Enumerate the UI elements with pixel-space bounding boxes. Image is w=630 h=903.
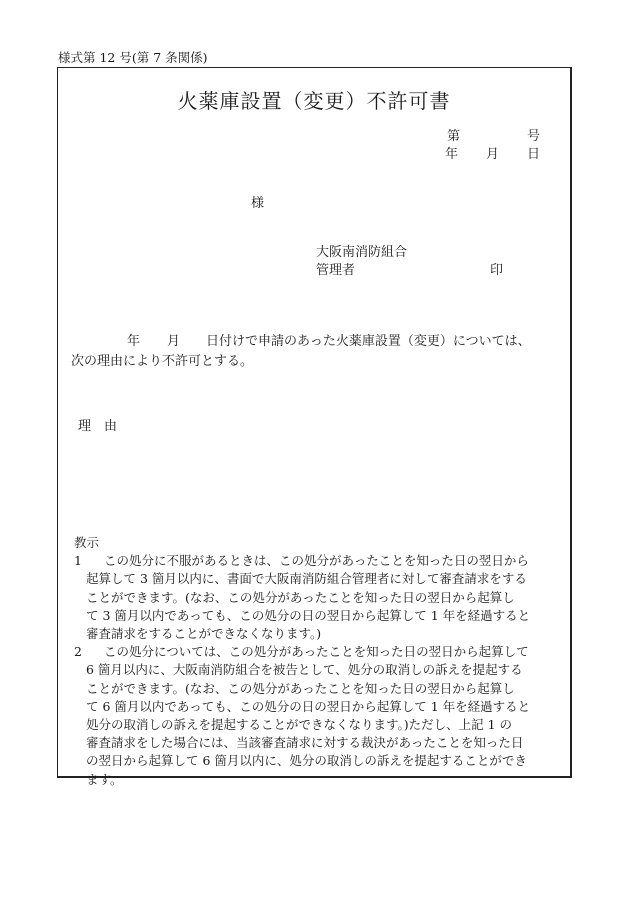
document-title: 火薬庫設置（変更）不許可書: [177, 89, 451, 113]
notice-item-1: [74, 552, 556, 643]
date-day-label: 日: [527, 147, 541, 162]
notice-item-line: 処分の取消しの訴えを提起することができなくなります。)ただし、上記 1 の: [86, 717, 513, 733]
issuer-seal-mark: 印: [490, 263, 504, 278]
notice-item-line: この処分に不服があるときは、この処分があったことを知った日の翌日から: [104, 553, 529, 569]
issuer-organization: 大阪南消防組合: [316, 245, 408, 260]
notice-item-line: この処分については、この処分があったことを知った日の翌日から起算して: [104, 644, 529, 660]
notice-item-line: ます。: [86, 771, 123, 787]
date-year-label: 年: [445, 147, 459, 162]
notice-item-number: 2: [74, 644, 82, 660]
form-number-label: 様式第 12 号(第 7 条関係): [58, 50, 208, 65]
notice-item-line: ことができます。(なお、この処分があったことを知った日の翌日から起算し: [86, 589, 515, 605]
notice-item-line: 起算して 3 箇月以内に、書面で大阪南消防組合管理者に対して審査請求をする: [86, 571, 527, 587]
notice-item-line: て 3 箇月以内であっても、この処分の日の翌日から起算して 1 年を経過すると: [86, 607, 531, 623]
notice-item-2: [74, 643, 556, 789]
notice-item-line: 審査請求をすることができなくなります。): [86, 626, 322, 642]
statement-month: 月: [167, 334, 181, 349]
statement-line1: 日付けで申請のあった火薬庫設置（変更）については、: [206, 334, 531, 349]
document-frame: [57, 67, 572, 787]
statement-line2: 次の理由により不許可とする。: [71, 354, 254, 369]
notice-section: [74, 534, 556, 789]
notice-item-line: て 6 箇月以内であっても、この処分の日の翌日から起算して 1 年を経過すると: [86, 698, 531, 714]
notice-heading: 教示: [74, 535, 100, 550]
doc-number-suffix: 号: [527, 129, 541, 144]
notice-item-line: の翌日から起算して 6 箇月以内に、処分の取消しの訴えを提起することができ: [86, 753, 527, 769]
notice-item-line: 審査請求をした場合には、当該審査請求に対する裁決があったことを知った日: [86, 735, 524, 751]
date-month-label: 月: [486, 147, 500, 162]
issuer-title: 管理者: [316, 263, 356, 278]
statement-year: 年: [127, 334, 141, 349]
notice-item-line: ことができます。(なお、この処分があったことを知った日の翌日から起算し: [86, 680, 515, 696]
doc-number-prefix: 第: [447, 129, 461, 144]
reason-label: 理 由: [78, 419, 118, 434]
addressee-honorific: 様: [251, 196, 265, 211]
notice-item-number: 1: [74, 553, 82, 569]
notice-item-line: 6 箇月以内に、大阪南消防組合を被告として、処分の取消しの訴えを提起する: [86, 662, 523, 678]
